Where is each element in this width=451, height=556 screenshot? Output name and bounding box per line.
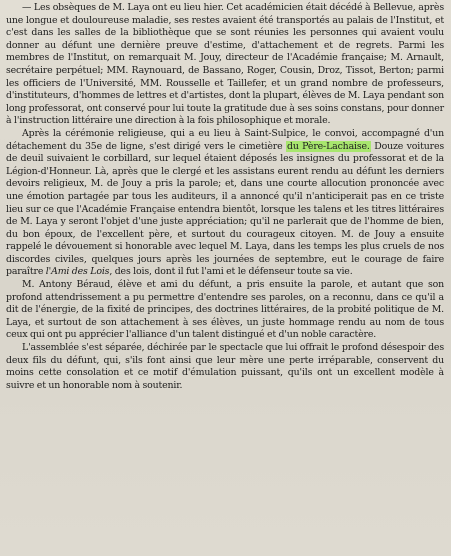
paragraph-2	[6, 128, 444, 279]
highlighted-place-name: du Père-Lachaise.	[286, 140, 370, 152]
paragraph-2-text-b: Douze voitures de deuil suivaient le corbillard, sur lequel étaient déposés les insignes du professorat et de la Légion-d'Honneur. Là, après que le clergé et les assistans eurent rendu au défunt les derniers devoirs religieux, M. de Jouy a pris la parole; et, dans une courte allocution prononcée avec une émotion partagée par tous les auditeurs, il a annoncé qu'il n'anticiperait pas en ce triste lieu sur ce que l'Académie Française entendra bientôt, lorsque les talens et les titres littéraires de M. Laya y seront l'objet d'une juste appréciation; qu'il ne parlerait que de l'homme de bien, du bon époux, de l'excellent père, et surtout du courageux citoyen. M. de Jouy a ensuite rappelé le dévouement si honorable avec lequel M. Laya, dans les temps les plus cruels de nos discordes civiles, quelques jours après les journées de septembre, eut le courage de faire paraître	[6, 140, 444, 278]
paragraph-2-text-c: , des lois, dont il fut l'ami et le défenseur toute sa vie.	[109, 266, 353, 278]
paragraph-3: M. Antony Béraud, élève et ami du défunt, a pris ensuite la parole, et autant que son profond attendrissement a pu permettre d'entendre ses paroles, on a reconnu, dans ce qu'il a dit de l'énergie, de la fixité de principes, des doctrines littéraires, de la probité politique de M. Laya, et surtout de son attachement à ses élèves, un juste hommage rendu au nom de tous ceux qui ont pu apprécier l'alliance d'un talent distingué et d'un noble caractère.	[6, 279, 444, 341]
play-title: l'Ami des Lois	[45, 266, 110, 278]
article-column	[6, 2, 444, 392]
paragraph-1: — Les obsèques de M. Laya ont eu lieu hier. Cet académicien était décédé à Bellevue, après une longue et douloureuse maladie, ses restes avaient été transportés au palais de l'Institut, et c'est dans les salles de la bibliothèque que se sont réunies les personnes qui avaient voulu donner au défunt une dernière preuve d'estime, d'attachement et de regrets. Parmi les membres de l'Institut, on remarquait M. Jouy, directeur de l'Académie française; M. Arnault, secrétaire perpétuel; MM. Raynouard, de Bassano, Roger, Cousin, Droz, Tissot, Berton; parmi les officiers de l'Université, MM. Rousselle et Taillefer, et un grand nombre de professeurs, d'instituteurs, d'hommes de lettres et d'artistes, dont la plupart, élèves de M. Laya pendant son long professorat, ont conservé pour lui toute la gratitude due à ses soins constans, pour donner à l'instruction littéraire une direction à la fois philosophique et morale.	[6, 2, 444, 127]
paragraph-2-text-a: Après la cérémonie religieuse, qui a eu lieu à Saint-Sulpice, le convoi, accompagné d'un détachement du 35e de ligne, s'est dirigé vers le cimetière	[6, 127, 444, 152]
paragraph-4: L'assemblée s'est séparée, déchirée par le spectacle que lui offrait le profond désespoir des deux fils du défunt, qui, s'ils font ainsi que leur mère une perte irréparable, conservent du moins cette consolation et ce motif d'émulation puissant, qu'ils ont un excellent modèle à suivre et un honorable nom à soutenir.	[6, 342, 444, 391]
